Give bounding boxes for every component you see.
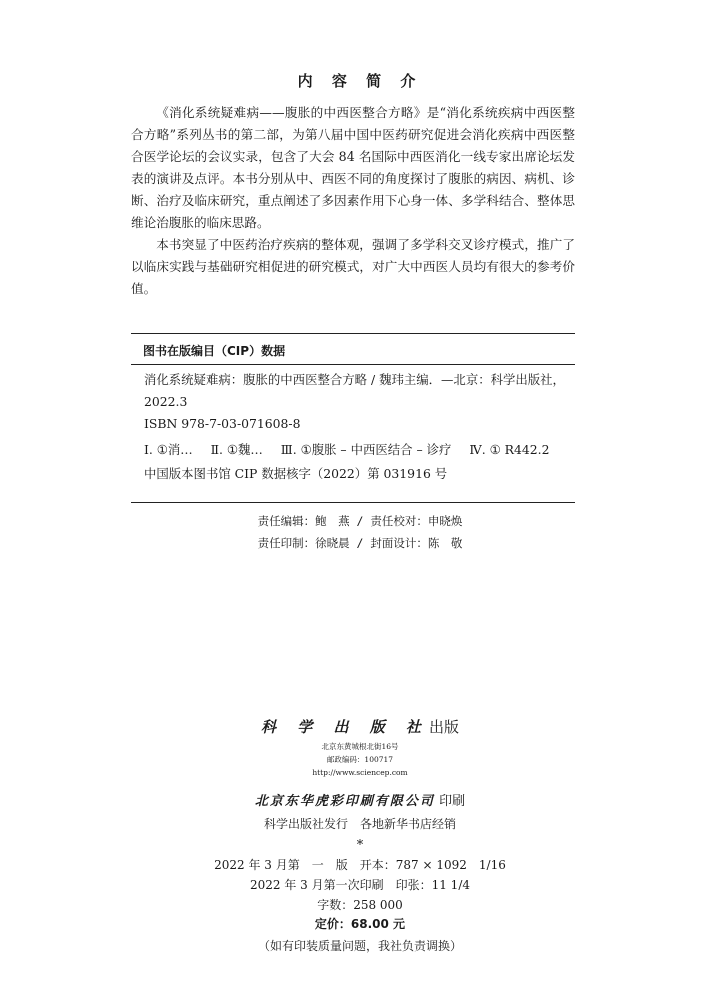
summary-paragraph-2: 本书突显了中医药治疗疾病的整体观，强调了多学科交叉诊疗模式，推广了以临床实践与基础研究相促进的研究模式，对广大中西医人员均有很大的参考价值。	[131, 237, 575, 296]
cip-classification	[144, 439, 570, 461]
cip-isbn: ISBN 978-7-03-071608-8	[144, 416, 301, 431]
summary-paragraph-1: 《消化系统疑难病——腹胀的中西医整合方略》是“消化系统疾病中西医整合方略”系列丛书的第二部，为第八届中国中医药研究促进会消化疾病中西医整合医学论坛的会议实录，包含了大会 84 名国际中西医消化一线专家出席论坛发表的演讲及点评。本书分别从中、西医不同的角度探讨了腹胀的病因、病机、诊断、治疗及临床研究，重点阐述了多因素作用下心身一体、多学科结合、整体思维论治腹胀的临床思路。	[131, 105, 575, 230]
cip-class-4: Ⅳ. ① R442.2	[469, 442, 550, 457]
word-count: 字数：258 000	[317, 898, 403, 912]
printer-suffix: 印刷	[439, 794, 466, 809]
credits-editors: 责任编辑：鲍 燕 / 责任校对：申晓焕	[257, 514, 463, 528]
cip-class-3: Ⅲ. ①腹胀 – 中西医结合 – 诊疗	[280, 442, 452, 457]
cip-entry: 消化系统疑难病：腹胀的中西医整合方略 / 魏玮主编．—北京：科学出版社，2022.3	[144, 372, 565, 409]
cip-data-block	[144, 369, 570, 485]
separator-star: *	[356, 838, 364, 853]
edition-line: 2022 年 3 月第 一 版 开本：787 × 1092 1/16	[214, 858, 506, 872]
publisher-line	[0, 716, 720, 737]
publisher-suffix: 出版	[428, 718, 459, 736]
printer-name: 北京东华虎彩印刷有限公司	[254, 794, 435, 809]
printing-line: 2022 年 3 月第一次印刷 印张：11 1/4	[249, 878, 470, 892]
publisher-address: 北京东黄城根北街16号	[321, 742, 399, 751]
cip-class-1: Ⅰ. ①消…	[144, 442, 193, 457]
cip-record: 中国版本图书馆 CIP 数据核字（2022）第 031916 号	[144, 466, 448, 481]
publisher-name: 科 学 出 版 社	[261, 718, 429, 736]
cip-top-rule	[131, 333, 575, 334]
summary-text	[131, 102, 575, 300]
cip-class-2: Ⅱ. ①魏…	[210, 442, 263, 457]
publisher-postcode: 邮政编码：100717	[326, 755, 394, 764]
credits-production: 责任印制：徐晓晨 / 封面设计：陈 敬	[257, 536, 463, 550]
printer-line	[0, 790, 720, 809]
cip-bottom-rule	[131, 502, 575, 503]
price: 定价：68.00 元	[314, 917, 406, 931]
cip-heading: 图书在版编目（CIP）数据	[143, 344, 286, 358]
cip-heading-rule	[131, 364, 575, 365]
summary-title: 内 容 简 介	[297, 72, 423, 90]
distribution-line: 科学出版社发行 各地新华书店经销	[263, 817, 456, 831]
quality-note: （如有印装质量问题，我社负责调换）	[257, 939, 462, 953]
publisher-url: http://www.sciencep.com	[312, 768, 408, 777]
